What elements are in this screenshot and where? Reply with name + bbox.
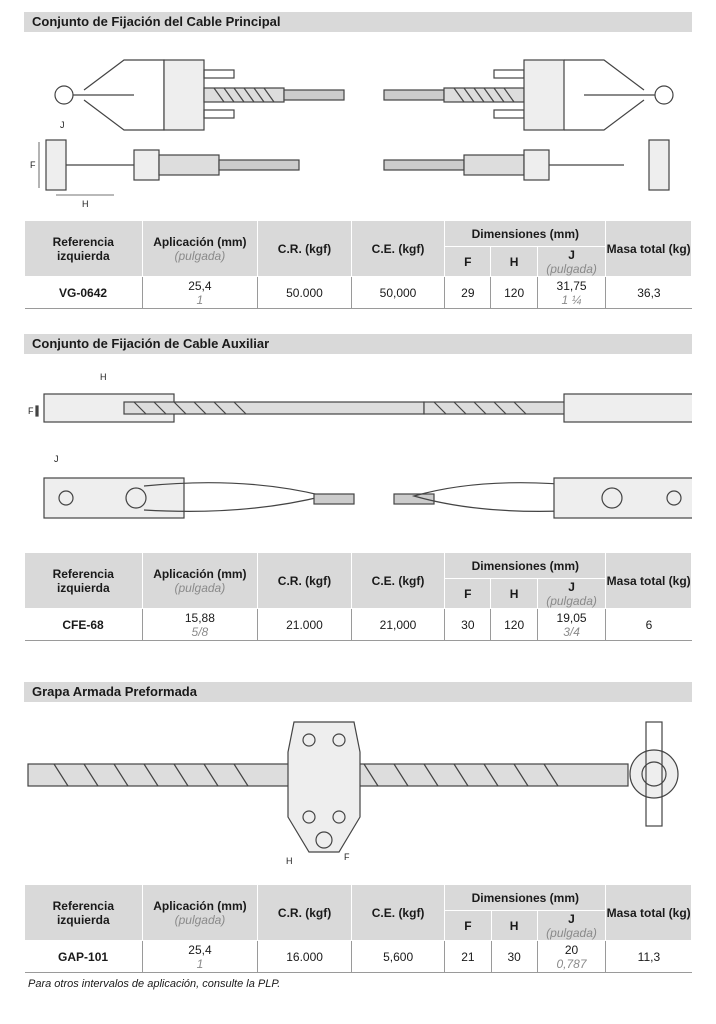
cell-aplicacion: 25,4 1 <box>142 277 258 309</box>
cell-aplicacion: 25,4 1 <box>142 941 258 973</box>
cell-f: 21 <box>445 941 491 973</box>
cell-ref: VG-0642 <box>25 277 143 309</box>
header-ce: C.E. (kgf) <box>351 221 445 277</box>
header-dimensiones: Dimensiones (mm) <box>445 221 606 247</box>
header-ce: C.E. (kgf) <box>351 553 445 609</box>
header-aplicacion: Aplicación (mm) (pulgada) <box>142 885 258 941</box>
cell-ref: CFE-68 <box>25 609 143 641</box>
dim-label-h: H <box>100 372 107 382</box>
dim-label-h: H <box>82 199 89 209</box>
cell-f: 30 <box>445 609 491 641</box>
section-title-cable-principal: Conjunto de Fijación del Cable Principal <box>24 12 692 32</box>
header-masa: Masa total (kg) <box>606 885 692 941</box>
header-referencia: Referencia izquierda <box>25 221 143 277</box>
section-title-grapa-armada: Grapa Armada Preformada <box>24 682 692 702</box>
dim-label-h: H <box>286 856 293 866</box>
cell-j: 31,75 1 ¼ <box>537 277 606 309</box>
header-h: H <box>491 247 537 277</box>
dim-label-f: F <box>344 852 350 862</box>
cell-ce: 5,600 <box>351 941 444 973</box>
cable-principal-drawing <box>24 40 692 210</box>
dim-label-j: J <box>60 120 65 130</box>
table-row <box>25 609 692 641</box>
footnote: Para otros intervalos de aplicación, consulte la PLP. <box>28 978 281 990</box>
cell-f: 29 <box>445 277 491 309</box>
header-j: J (pulgada) <box>537 911 606 941</box>
header-h: H <box>491 911 537 941</box>
header-referencia: Referencia izquierda <box>25 885 143 941</box>
cell-h: 30 <box>491 941 537 973</box>
header-h: H <box>491 579 537 609</box>
cell-ce: 21,000 <box>351 609 445 641</box>
cell-aplicacion: 15,88 5/8 <box>142 609 258 641</box>
header-masa: Masa total (kg) <box>606 221 692 277</box>
header-aplicacion: Aplicación (mm) (pulgada) <box>142 221 258 277</box>
header-cr: C.R. (kgf) <box>258 553 352 609</box>
cell-ref: GAP-101 <box>25 941 143 973</box>
cell-cr: 21.000 <box>258 609 352 641</box>
header-j: J (pulgada) <box>537 247 606 277</box>
header-cr: C.R. (kgf) <box>258 885 352 941</box>
dim-label-j: J <box>54 454 59 464</box>
header-f: F <box>445 579 491 609</box>
cell-cr: 16.000 <box>258 941 352 973</box>
header-aplicacion: Aplicación (mm) (pulgada) <box>142 553 258 609</box>
cell-ce: 50,000 <box>351 277 445 309</box>
header-f: F <box>445 911 491 941</box>
header-cr: C.R. (kgf) <box>258 221 352 277</box>
header-j: J (pulgada) <box>537 579 606 609</box>
table-row <box>25 941 692 973</box>
section-title-cable-auxiliar: Conjunto de Fijación de Cable Auxiliar <box>24 334 692 354</box>
cable-auxiliar-drawing <box>24 366 692 526</box>
dim-label-f: F <box>30 160 36 170</box>
cell-masa: 36,3 <box>606 277 692 309</box>
grapa-armada-drawing <box>24 712 692 872</box>
header-referencia: Referencia izquierda <box>25 553 143 609</box>
cell-cr: 50.000 <box>258 277 352 309</box>
cell-masa: 6 <box>606 609 692 641</box>
table-row <box>25 277 692 309</box>
header-f: F <box>445 247 491 277</box>
cell-h: 120 <box>491 277 537 309</box>
header-dimensiones: Dimensiones (mm) <box>445 885 606 911</box>
cell-masa: 11,3 <box>606 941 692 973</box>
header-masa: Masa total (kg) <box>606 553 692 609</box>
cell-j: 20 0,787 <box>537 941 606 973</box>
header-dimensiones: Dimensiones (mm) <box>445 553 606 579</box>
dim-label-f: F <box>28 406 34 416</box>
header-ce: C.E. (kgf) <box>351 885 444 941</box>
spec-table-grapa-armada <box>24 884 692 973</box>
cell-h: 120 <box>491 609 537 641</box>
spec-table-cable-principal <box>24 220 692 309</box>
spec-table-cable-auxiliar <box>24 552 692 641</box>
cell-j: 19,05 3/4 <box>537 609 606 641</box>
